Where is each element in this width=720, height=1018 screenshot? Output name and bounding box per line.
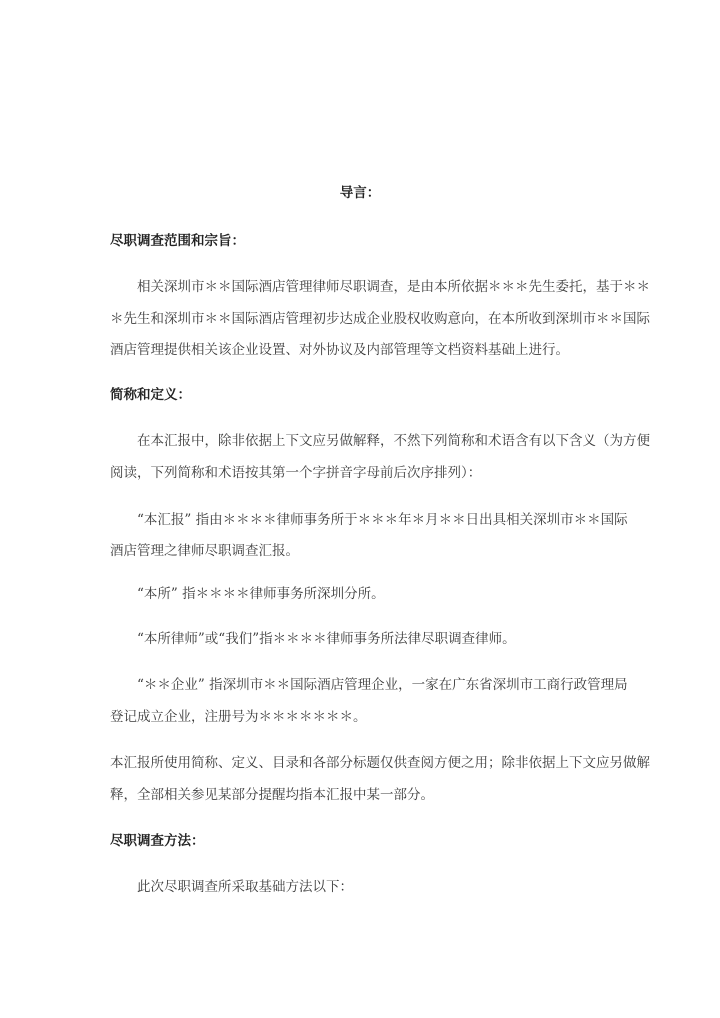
paragraph-line: 在本汇报中，除非依据上下文应另做解释，不然下列简称和术语含有以下含义（为方便 [137, 433, 650, 449]
section-heading-scope: 尽职调查范围和宗旨： [110, 233, 245, 249]
section-heading-definitions: 简称和定义： [110, 387, 191, 403]
paragraph-line: 酒店管理提供相关该企业设置、对外协议及内部管理等文档资料基础上进行。 [110, 342, 569, 358]
section-heading-methods: 尽职调查方法： [110, 833, 205, 849]
definition-line: 酒店管理之律师尽职调查汇报。 [110, 543, 299, 559]
document-title: 导言： [339, 185, 381, 201]
definition-line: “＊＊企业” 指深圳市＊＊国际酒店管理企业，一家在广东省深圳市工商行政管理局 [137, 677, 628, 693]
paragraph-line: 释，全部相关参见某部分提醒均指本汇报中某一部分。 [110, 787, 434, 803]
definition-line: “本所律师”或“我们”指＊＊＊＊律师事务所法律尽职调查律师。 [137, 631, 516, 647]
paragraph-line: 本汇报所使用简称、定义、目录和各部分标题仅供查阅方便之用；除非依据上下文应另做解 [110, 755, 650, 771]
paragraph-line: 阅读，下列简称和术语按其第一个字拼音字母前后次序排列）： [110, 465, 482, 481]
definition-line: “本汇报” 指由＊＊＊＊律师事务所于＊＊＊年＊月＊＊日出具相关深圳市＊＊国际 [137, 512, 628, 528]
paragraph-line: 此次尽职调查所采取基础方法以下： [137, 879, 353, 895]
definition-line: “本所” 指＊＊＊＊律师事务所深圳分所。 [137, 586, 385, 602]
definition-line: 登记成立企业，注册号为＊＊＊＊＊＊＊。 [110, 709, 367, 725]
paragraph-line: ＊先生和深圳市＊＊国际酒店管理初步达成企业股权收购意向，在本所收到深圳市＊＊国际 [110, 311, 650, 327]
paragraph-line: 相关深圳市＊＊国际酒店管理律师尽职调查，是由本所依据＊＊＊先生委托，基于＊＊ [137, 279, 650, 295]
